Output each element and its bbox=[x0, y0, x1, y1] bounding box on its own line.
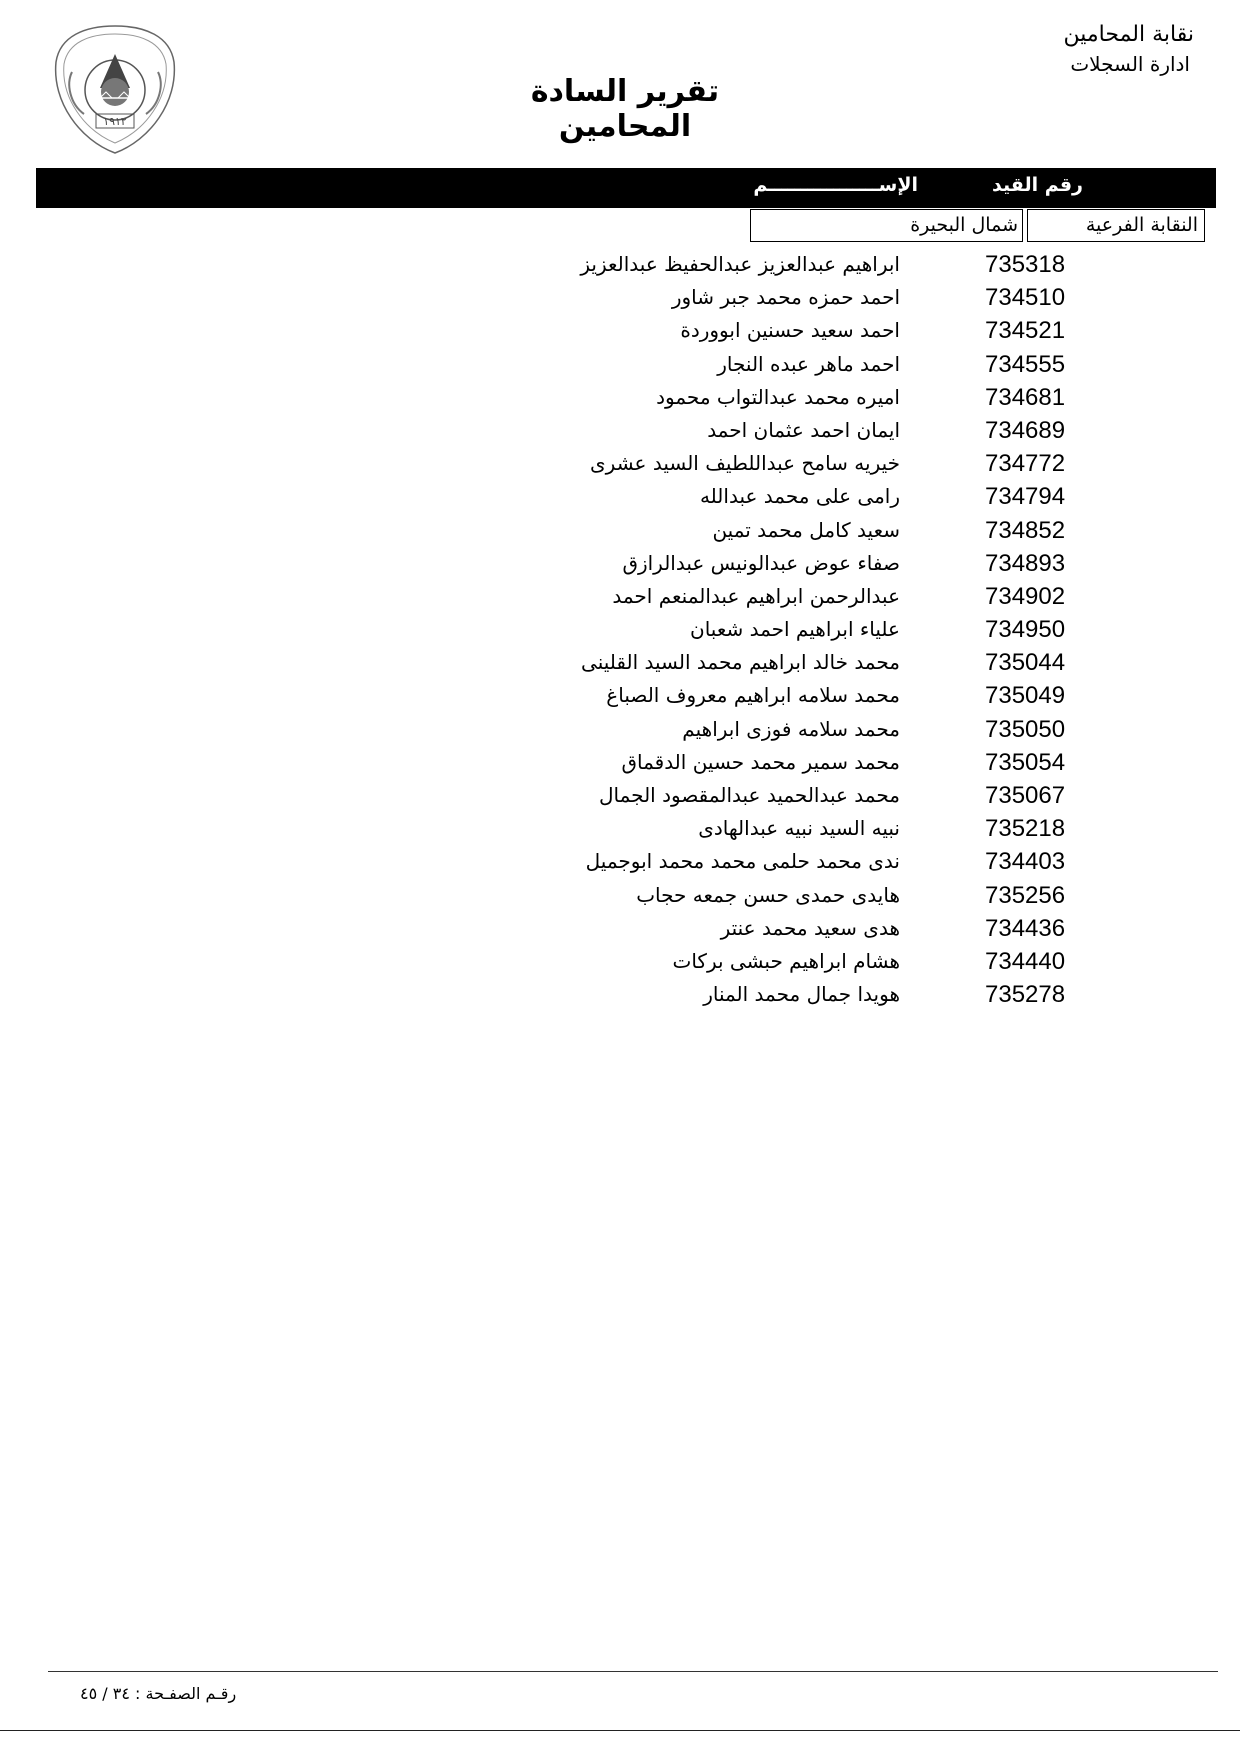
branch-label: النقابة الفرعية bbox=[1027, 209, 1205, 242]
lawyer-name: هشام ابراهيم حبشى بركات bbox=[672, 948, 900, 973]
table-header-bar bbox=[36, 168, 1216, 208]
page-number: رقـم الصفـحة : ٣٤ / ٤٥ bbox=[80, 1684, 237, 1703]
registration-number: 734521 bbox=[985, 317, 1066, 345]
table-row bbox=[0, 713, 1240, 746]
table-row bbox=[0, 414, 1240, 447]
registration-number: 735318 bbox=[985, 251, 1066, 278]
lawyer-name: هدى سعيد محمد عنتر bbox=[720, 915, 900, 940]
table-row bbox=[0, 381, 1240, 414]
column-header-registration-number: رقم القيد bbox=[992, 174, 1083, 196]
table-row bbox=[0, 812, 1240, 845]
registration-number: 734555 bbox=[985, 350, 1066, 378]
lawyer-name: ايمان احمد عثمان احمد bbox=[707, 417, 900, 442]
table-row bbox=[0, 945, 1240, 978]
lawyer-list bbox=[0, 248, 1240, 1011]
report-title: تقرير السادة المحامين bbox=[530, 74, 720, 144]
table-row bbox=[0, 547, 1240, 580]
lawyer-name: صفاء عوض عبدالونيس عبدالرازق bbox=[622, 550, 900, 575]
lawyer-name: عبدالرحمن ابراهيم عبدالمنعم احمد bbox=[612, 583, 900, 608]
registration-number: 734794 bbox=[985, 483, 1066, 511]
registration-number: 735050 bbox=[985, 715, 1066, 743]
lawyer-name: ندى محمد حلمى محمد محمد ابوجميل bbox=[585, 849, 900, 874]
registration-number: 734510 bbox=[985, 284, 1066, 312]
department-name: ادارة السجلات bbox=[1070, 52, 1190, 76]
table-row bbox=[0, 348, 1240, 381]
lawyer-name: احمد سعيد حسنين ابووردة bbox=[680, 318, 900, 343]
lawyer-name: محمد سلامه فوزى ابراهيم bbox=[682, 716, 900, 741]
table-row bbox=[0, 879, 1240, 912]
table-row bbox=[0, 447, 1240, 480]
lawyer-name: محمد خالد ابراهيم محمد السيد القلينى bbox=[581, 650, 900, 675]
table-row bbox=[0, 314, 1240, 347]
table-row bbox=[0, 912, 1240, 945]
table-row bbox=[0, 580, 1240, 613]
lawyer-name: هويدا جمال محمد المنار bbox=[703, 982, 900, 1007]
registration-number: 735054 bbox=[985, 748, 1066, 776]
lawyer-name: محمد سلامه ابراهيم معروف الصباغ bbox=[606, 683, 900, 708]
registration-number: 735256 bbox=[985, 881, 1066, 909]
registration-number: 734436 bbox=[985, 914, 1066, 942]
lawyer-name: سعيد كامل محمد تمين bbox=[712, 517, 900, 542]
lawyer-name: اميره محمد عبدالتواب محمود bbox=[656, 384, 900, 409]
registration-number: 734403 bbox=[985, 848, 1066, 876]
registration-number: 735278 bbox=[985, 981, 1066, 1009]
org-name: نقابة المحامين bbox=[1063, 22, 1194, 47]
table-row bbox=[0, 646, 1240, 679]
lawyer-name: رامى على محمد عبدالله bbox=[699, 484, 900, 509]
lawyer-name: علياء ابراهيم احمد شعبان bbox=[690, 617, 900, 642]
registration-number: 734902 bbox=[985, 582, 1066, 610]
table-row bbox=[0, 281, 1240, 314]
lawyer-name: محمد عبدالحميد عبدالمقصود الجمال bbox=[598, 783, 900, 807]
registration-number: 734772 bbox=[985, 450, 1066, 478]
table-row bbox=[0, 779, 1240, 812]
registration-number: 734950 bbox=[985, 616, 1066, 644]
table-row bbox=[0, 480, 1240, 513]
table-row bbox=[0, 978, 1240, 1011]
registration-number: 735218 bbox=[985, 815, 1066, 843]
bar-association-seal-icon bbox=[50, 22, 180, 157]
table-row bbox=[0, 746, 1240, 779]
registration-number: 734689 bbox=[985, 416, 1066, 444]
registration-number: 734852 bbox=[985, 516, 1066, 544]
lawyer-name: هايدى حمدى حسن جمعه حجاب bbox=[636, 882, 900, 907]
registration-number: 735049 bbox=[985, 682, 1066, 710]
lawyer-name: ابراهيم عبدالعزيز عبدالحفيظ عبدالعزيز bbox=[580, 252, 900, 276]
lawyer-name: محمد سمير محمد حسين الدقماق bbox=[621, 749, 900, 774]
branch-value: شمال البحيرة bbox=[750, 209, 1023, 242]
table-row bbox=[0, 248, 1240, 281]
table-row bbox=[0, 613, 1240, 646]
registration-number: 734681 bbox=[985, 383, 1066, 411]
seal-year: ١٩١٢ bbox=[103, 115, 127, 128]
table-row bbox=[0, 845, 1240, 878]
registration-number: 735044 bbox=[985, 649, 1066, 677]
lawyer-name: نبيه السيد نبيه عبدالهادى bbox=[698, 816, 900, 841]
lawyer-name: احمد ماهر عبده النجار bbox=[717, 351, 900, 376]
column-header-name: الإســـــــــــــــــم bbox=[753, 174, 918, 196]
table-row bbox=[0, 679, 1240, 712]
page-bottom-divider bbox=[0, 1730, 1240, 1731]
registration-number: 734440 bbox=[985, 947, 1066, 975]
table-row bbox=[0, 514, 1240, 547]
footer-divider bbox=[48, 1671, 1218, 1672]
lawyer-name: احمد حمزه محمد جبر شاور bbox=[671, 285, 900, 310]
registration-number: 735067 bbox=[985, 782, 1066, 809]
registration-number: 734893 bbox=[985, 549, 1066, 577]
lawyer-name: خيريه سامح عبداللطيف السيد عشرى bbox=[590, 451, 900, 476]
